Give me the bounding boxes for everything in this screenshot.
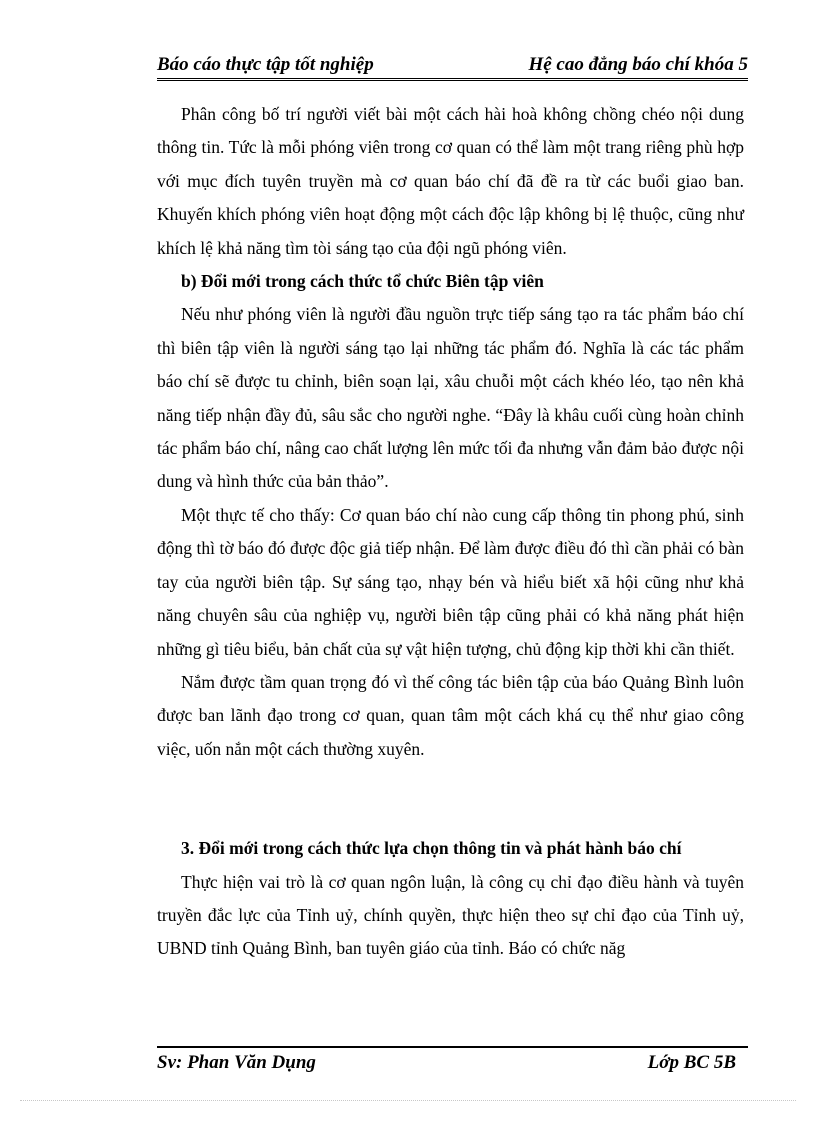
page-header — [157, 52, 748, 81]
footer-class-name: Lớp BC 5B — [647, 1052, 736, 1073]
document-body — [157, 98, 744, 966]
paragraph-editor-skills: Một thực tế cho thấy: Cơ quan báo chí nào cung cấp thông tin phong phú, sinh động thì tờ báo đó được độc giả tiếp nhận. Để làm được điều đó thì cần phải có bàn tay của người biên tập. Sự sáng tạo, nhạy bén và hiểu biết xã hội cũng như khả năng chuyên sâu của nghiệp vụ, người biên tập cũng phải có khả năng phát hiện những gì tiêu biểu, bản chất của sự vật hiện tượng, chủ động kịp thời khi cần thiết. — [157, 504, 744, 659]
paragraph-editor-role: Nếu như phóng viên là người đầu nguồn trực tiếp sáng tạo ra tác phẩm báo chí thì biên tập viên là người sáng tạo lại những tác phẩm đó. Nghĩa là các tác phẩm báo chí sẽ được tu chỉnh, biên soạn lại, xâu chuỗi một cách khéo léo, tạo nên khả năng tiếp nhận đầy đủ, sâu sắc cho người nghe. “Đây là khâu cuối cùng hoàn chỉnh tác phẩm báo chí, nâng cao chất lượng lên mức tối đa nhưng vẫn đảm bảo được nội dung và hình thức của bản thảo”. — [157, 304, 744, 492]
paragraph-staff-assignment: Phân công bố trí người viết bài một cách hài hoà không chồng chéo nội dung thông tin. Tức là mỗi phóng viên trong cơ quan có thể làm một trang riêng phù hợp với mục đích tuyên truyền mà cơ quan báo chí đã đề ra từ các buổi giao ban. Khuyến khích phóng viên hoạt động một cách độc lập không bị lệ thuộc, cũng như khích lệ khả năng tìm tòi sáng tạo của đội ngũ phóng viên. — [157, 104, 744, 258]
page-edge-divider — [20, 1100, 796, 1101]
section-heading-information-selection: 3. Đổi mới trong cách thức lựa chọn thông tin và phát hành báo chí — [181, 838, 682, 859]
section-spacer — [157, 766, 744, 832]
header-course-title: Hệ cao đẳng báo chí khóa 5 — [528, 54, 748, 75]
page-footer — [157, 1046, 748, 1076]
paragraph-newspaper-role: Thực hiện vai trò là cơ quan ngôn luận, là công cụ chỉ đạo điều hành và tuyên truyền đắc lực của Tỉnh uỷ, chính quyền, thực hiện theo sự chỉ đạo của Tỉnh uỷ, UBND tỉnh Quảng Bình, ban tuyên giáo của tỉnh. Báo có chức năg — [157, 871, 744, 959]
paragraph-editorial-work: Nắm được tầm quan trọng đó vì thế công tác biên tập của báo Quảng Bình luôn được ban lãnh đạo trong cơ quan, quan tâm một cách khá cụ thể như giao công việc, uốn nắn một cách thường xuyên. — [157, 671, 744, 759]
footer-student-name: Sv: Phan Văn Dụng — [157, 1052, 316, 1073]
header-report-title: Báo cáo thực tập tốt nghiệp — [157, 54, 374, 75]
section-heading-editors: b) Đổi mới trong cách thức tổ chức Biên tập viên — [181, 271, 544, 292]
